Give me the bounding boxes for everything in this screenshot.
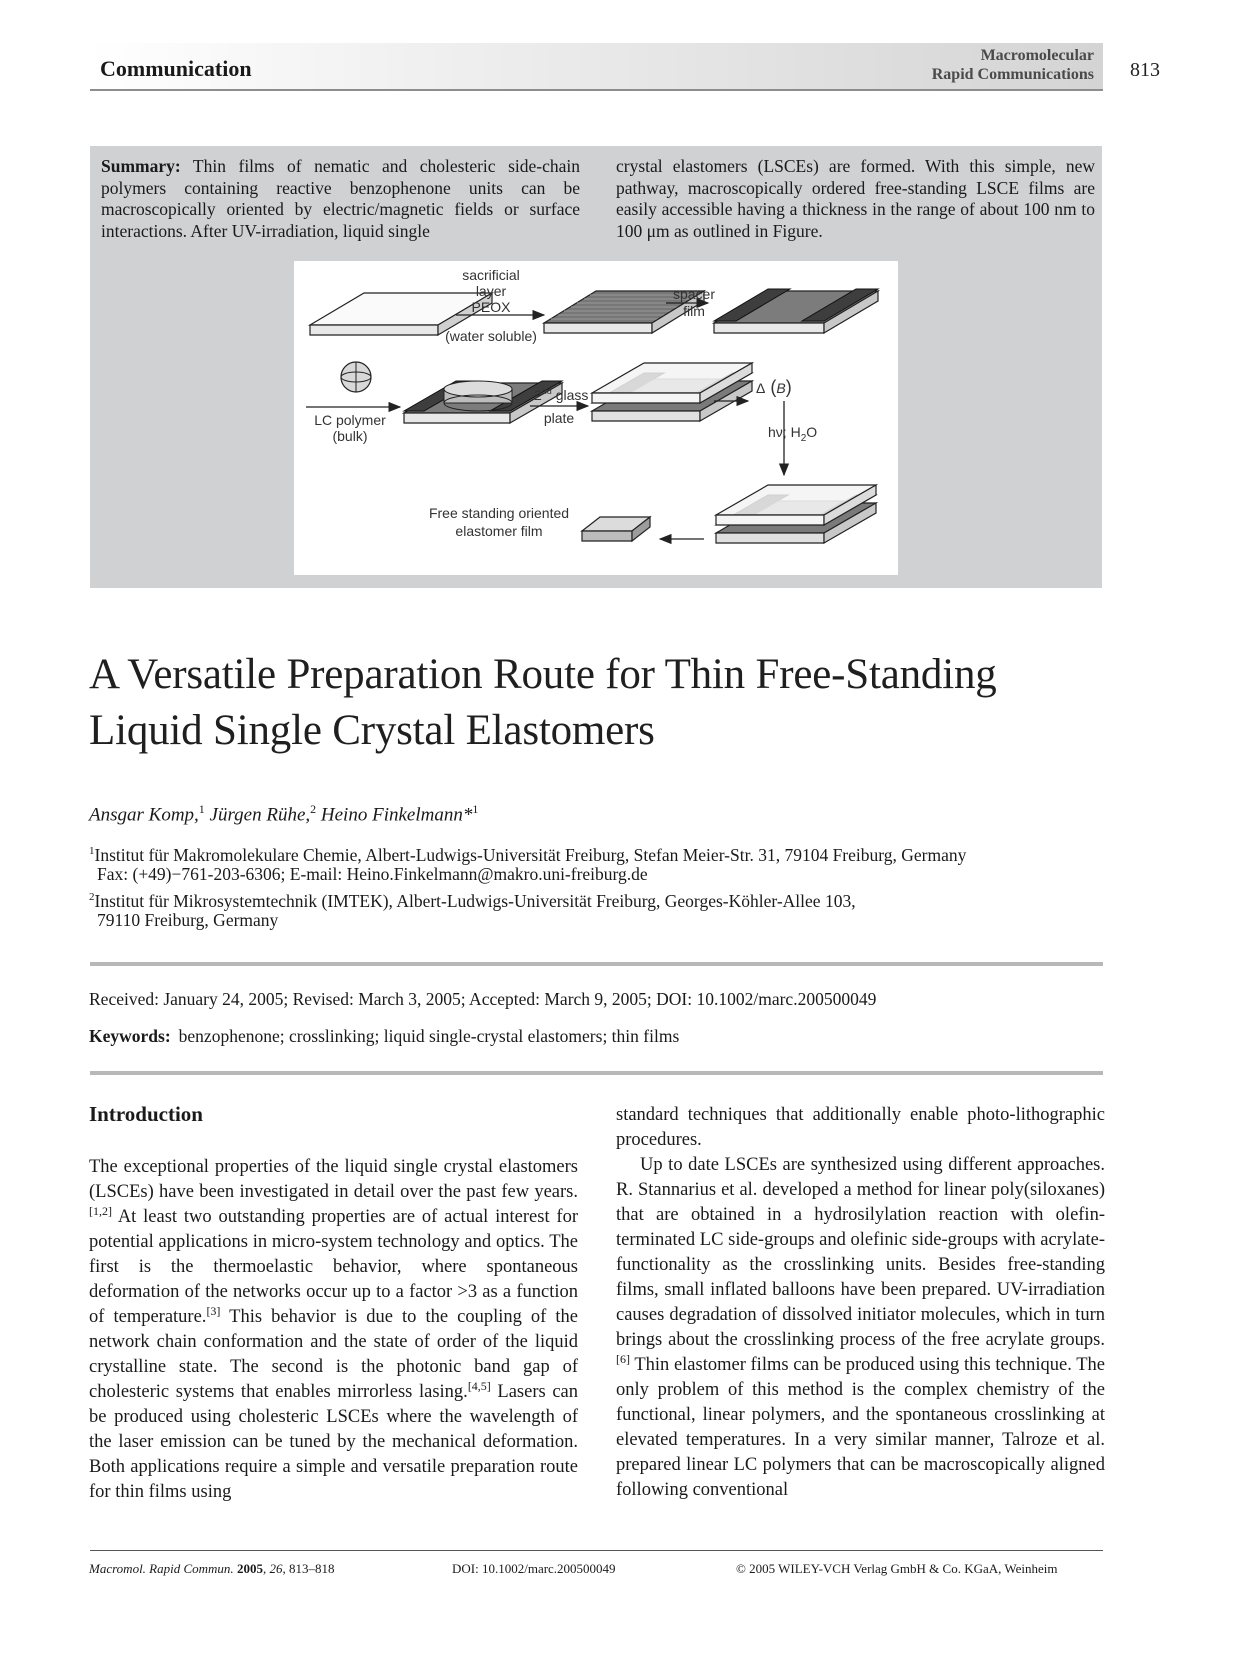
- sandwich-cell: [592, 363, 752, 421]
- received-dates: Received: January 24, 2005; Revised: March 3, 2005; Accepted: March 9, 2005; DOI: 10.1002/marc.200500049: [89, 989, 877, 1009]
- label-free-standing: Free standing oriented: [428, 505, 570, 521]
- author-name: Heino Finkelmann*: [320, 804, 473, 826]
- footer-rule: [90, 1550, 1103, 1551]
- label-uv-water: hν; $H_2O$: [768, 424, 818, 444]
- dissolved-cell: [716, 485, 876, 543]
- summary-text-left: [101, 156, 580, 242]
- divider: [90, 962, 1103, 966]
- keywords: Keywords: benzophenone; crosslinking; liquid single-crystal elastomers; thin films: [89, 1026, 680, 1046]
- footer-doi: DOI: 10.1002/marc.200500049: [452, 1561, 616, 1576]
- label-peox: PEOX: [471, 299, 511, 315]
- lc-polymer-sphere: [341, 362, 371, 392]
- label-2nd-glass: 2nd glass: [534, 386, 589, 403]
- label-plate: plate: [543, 410, 575, 426]
- author-name: Jürgen Rühe,: [209, 804, 311, 826]
- scheme-svg: [294, 261, 898, 575]
- journal-name-line1: Macromolecular: [980, 47, 1094, 64]
- body-column-left: [89, 1155, 578, 1505]
- section-heading-introduction: Introduction: [89, 1102, 203, 1126]
- label-film: film: [683, 303, 705, 319]
- article-title-line2: Liquid Single Crystal Elastomers: [89, 707, 655, 754]
- paragraph: The exceptional properties of the liquid single crystal elastomers (LSCEs) have been investigated in detail over the past few years.[1,2] At least two outstanding properties are of actual interest for potential applications in micro-system technology and optics. The first is the thermoelastic behavior, where spontaneous deformation of the networks occur up to a factor >3 as a function of temperature.[3] This behavior is due to the coupling of the network chain conformation and the state of order of the liquid crystalline state. The second is the photonic band gap of cholesteric systems that enables mirrorless lasing.[4,5] Lasers can be produced using cholesteric LSCEs where the wavelength of the laser emission can be tuned by the mechanical deformation. Both applications require a simple and versatile preparation route for thin films using: [89, 1157, 579, 1502]
- label-field: Δ (B): [756, 377, 792, 397]
- label-water-soluble: (water soluble): [445, 328, 537, 344]
- article-title-line1: A Versatile Preparation Route for Thin Free-Standing: [89, 651, 997, 698]
- affiliation-2-cont: 79110 Freiburg, Germany: [97, 910, 279, 930]
- section-label: Communication: [100, 56, 252, 81]
- label-lc-polymer: LC polymer: [314, 412, 386, 428]
- free-standing-film: [582, 517, 650, 541]
- substrate-with-spacers: [714, 289, 878, 333]
- summary-left-text: Thin films of nematic and cholesteric side-chain polymers containing reactive benzophenone units can be macroscopically oriented by electric/magnetic fields or surface interactions. After UV-irradiation, liquid single: [101, 156, 580, 241]
- summary-label: Summary:: [101, 156, 181, 176]
- footer-copyright: © 2005 WILEY-VCH Verlag GmbH & Co. KGaA, Weinheim: [736, 1561, 1058, 1576]
- paragraph: standard techniques that additionally enable photo-lithographic procedures.: [616, 1105, 1105, 1150]
- preparation-scheme-figure: [294, 261, 898, 575]
- author-name: Ansgar Komp,: [89, 804, 199, 826]
- label-layer: layer: [475, 283, 507, 299]
- author-list: Ansgar Komp,$^1$ Jürgen Rühe,$^2$ Heino Finkelmann*$^1$: [89, 802, 479, 826]
- label-sacrificial: sacrificial: [462, 267, 520, 283]
- label-elastomer-film: elastomer film: [455, 523, 543, 539]
- label-spacer: spacer: [672, 286, 716, 302]
- contact-line: Fax: (+49)−761-203-6306; E-mail: Heino.Finkelmann@makro.uni-freiburg.de: [97, 864, 648, 884]
- paragraph: Up to date LSCEs are synthesized using different approaches. R. Stannarius et al. developed a method for linear poly(siloxanes) that are obtained in a hydrosilylation reaction with olefin-terminated LC side-groups and olefinic side-groups with acrylate-functionality as the crosslinking units. Besides free-standing films, small inflated balloons have been prepared. UV-irradiation causes degradation of dissolved initiator molecules, which in turn brings about the crosslinking process of the free acrylate groups.[6] Thin elastomer films can be produced using this technique. The only problem of this method is the complex chemistry of the functional, linear polymers, and the spontaneous crosslinking at elevated temperatures. In a very similar manner, Talroze et al. prepared linear LC polymers that can be macroscopically aligned following conventional: [616, 1155, 1105, 1500]
- summary-text-right: crystal elastomers (LSCEs) are formed. With this simple, new pathway, macroscopically ordered free-standing LSCE films are easily accessible having a thickness in the range of about 100 nm to 100 μm as outlined in Figure.: [616, 156, 1095, 241]
- affiliation-2: $^2$Institut für Mikrosystemtechnik (IMTEK), Albert-Ludwigs-Universität Freiburg, Georges-Köhler-Allee 103,: [89, 890, 856, 911]
- body-column-right: [616, 1103, 1105, 1503]
- footer-citation: Macromol. Rapid Commun. 2005, 26, 813–818: [89, 1561, 335, 1576]
- journal-name-line2: Rapid Communications: [931, 66, 1094, 83]
- page-number: 813: [1130, 59, 1160, 81]
- label-bulk: (bulk): [332, 428, 368, 444]
- divider: [90, 1071, 1103, 1075]
- affiliation-1: $^1$Institut für Makromolekulare Chemie, Albert-Ludwigs-Universität Freiburg, Stefan Meier-Str. 31, 79104 Freiburg, Germany: [89, 844, 967, 865]
